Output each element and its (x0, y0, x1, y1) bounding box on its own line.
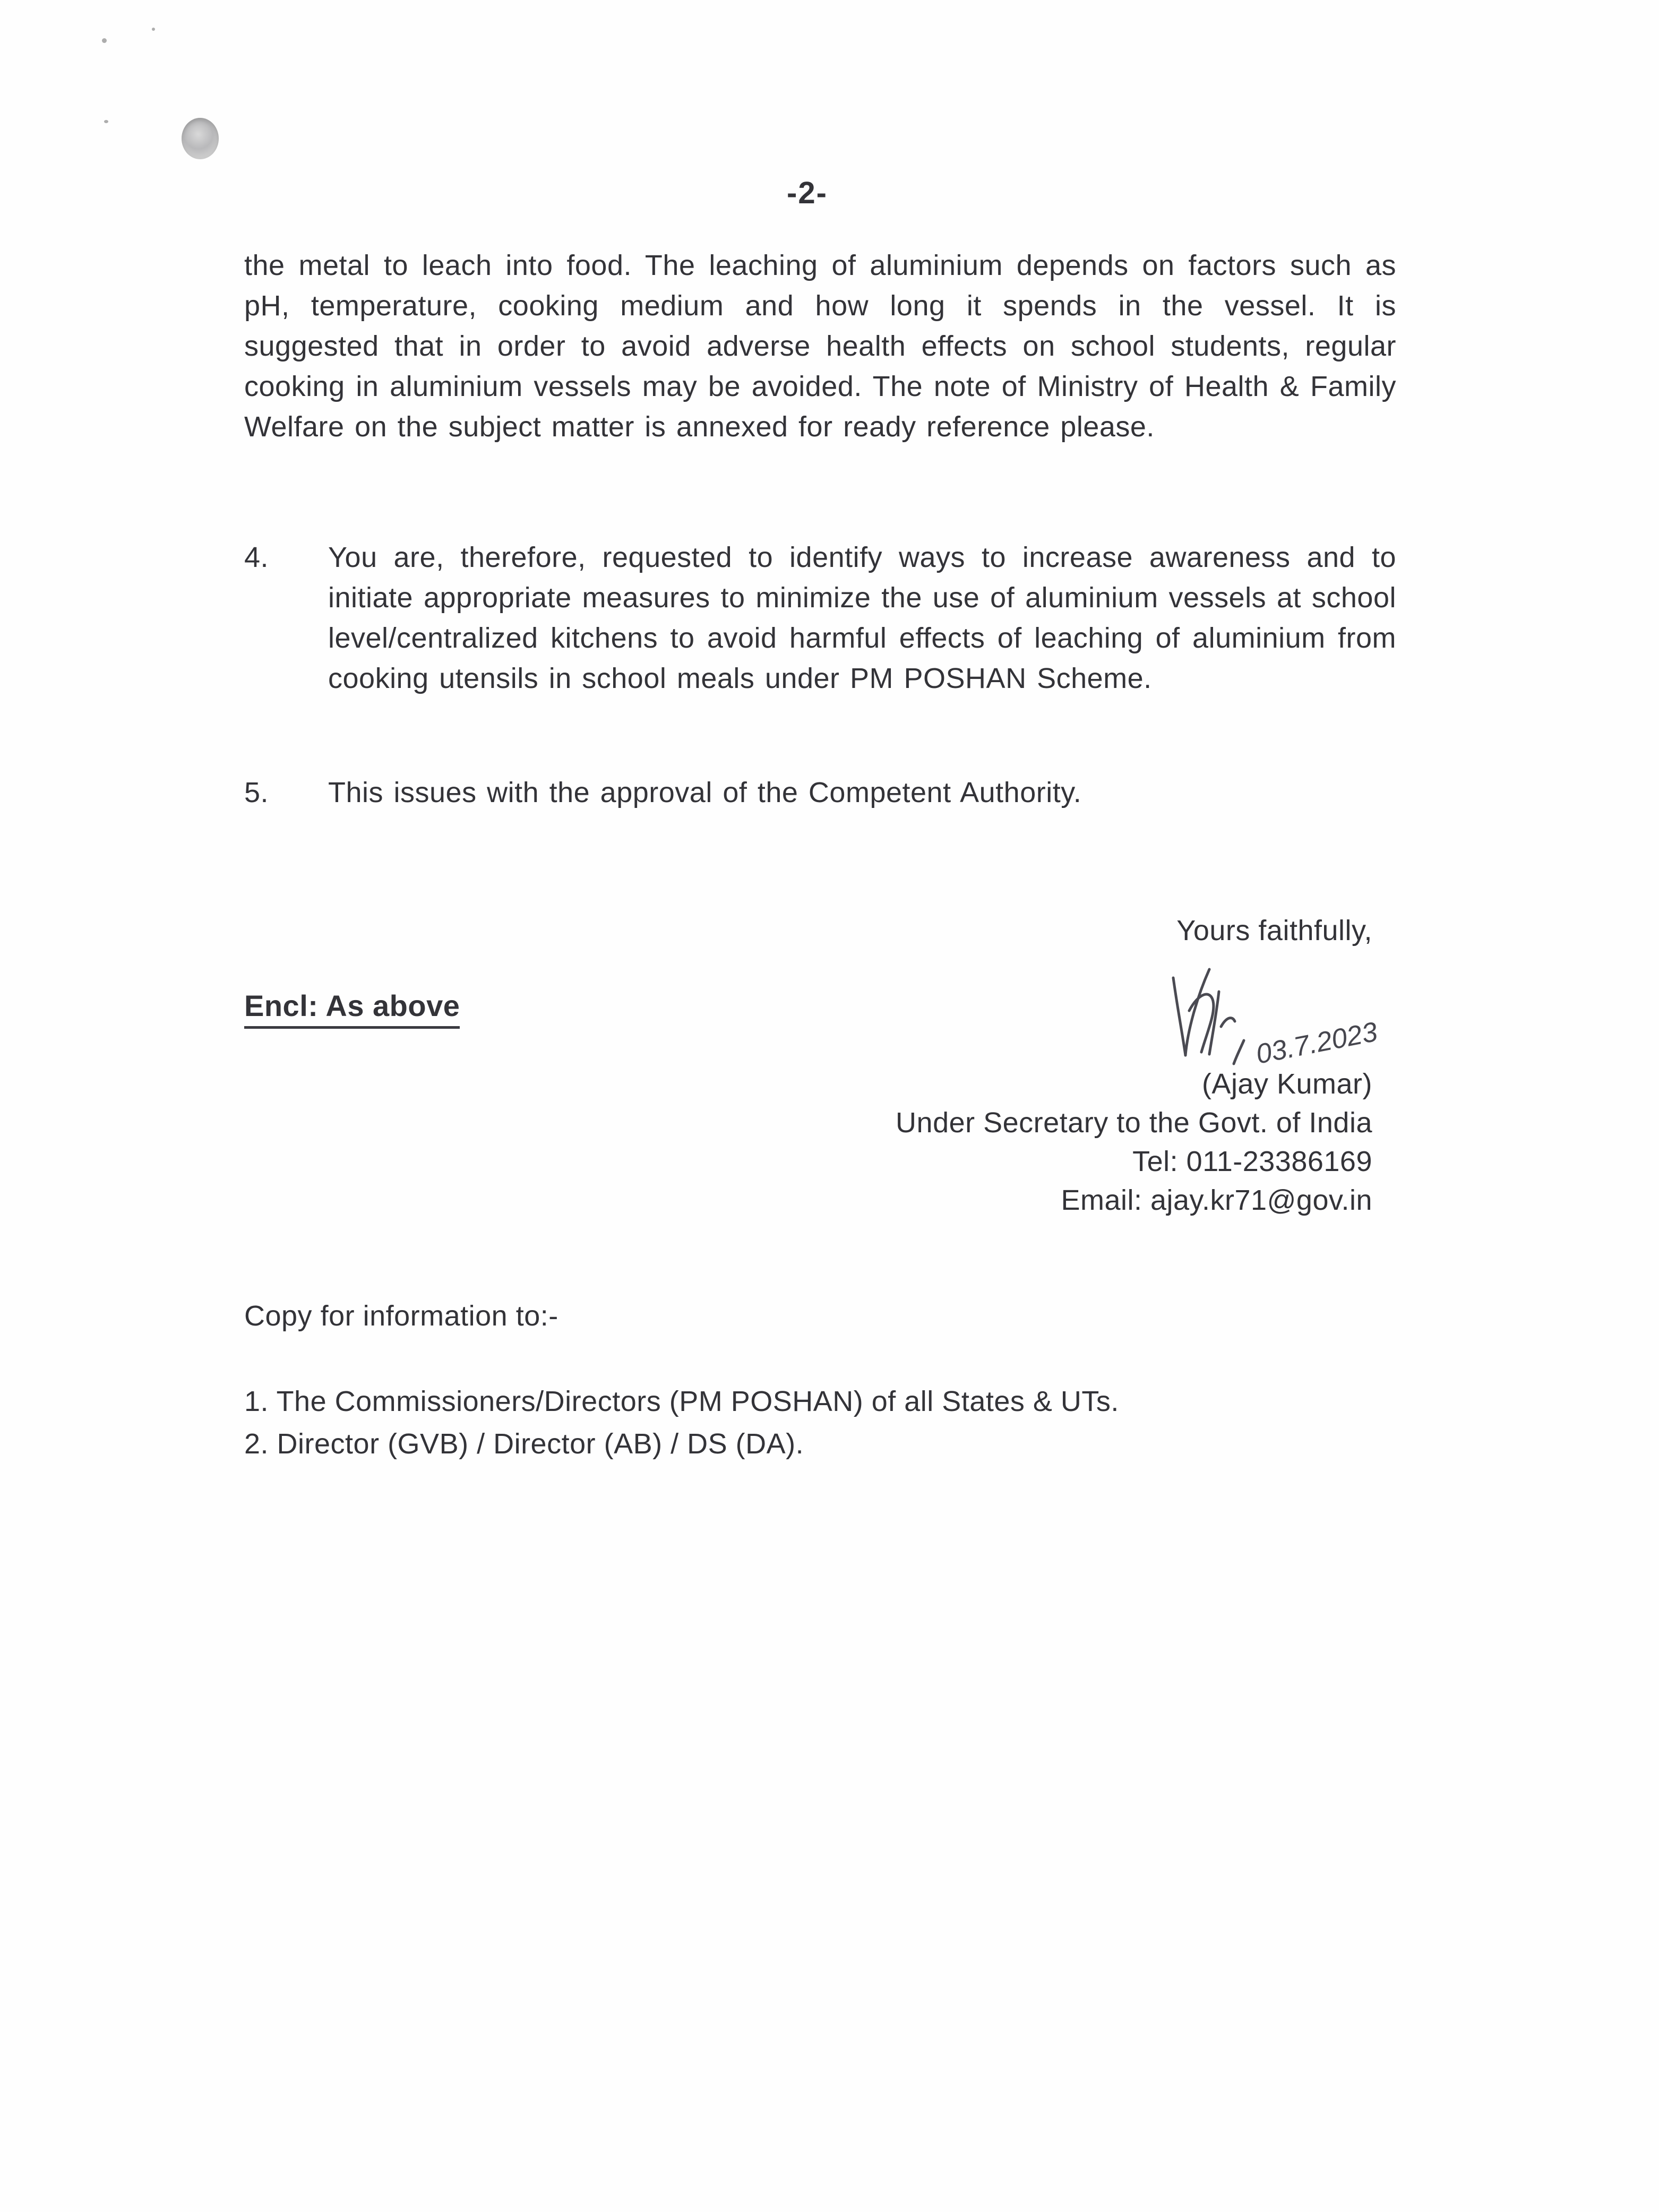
scan-speck (102, 38, 107, 43)
copy-recipient-1: 1. The Commissioners/Directors (PM POSHAN) of all States & UTs. (244, 1385, 1119, 1417)
valediction: Yours faithfully, (1176, 915, 1372, 946)
paragraph-5-number: 5. (244, 777, 269, 808)
copy-recipient-2: 2. Director (GVB) / Director (AB) / DS (DA). (244, 1428, 804, 1460)
signature-date: 03.7.2023 (1253, 1016, 1380, 1070)
signatory-email: Email: ajay.kr71@gov.in (1061, 1184, 1372, 1216)
handwritten-signature (1136, 962, 1465, 1079)
signatory-title: Under Secretary to the Govt. of India (896, 1107, 1372, 1139)
signatory-telephone: Tel: 011-23386169 (1132, 1146, 1372, 1177)
enclosure-note: Encl: As above (244, 988, 460, 1029)
paragraph-4 (244, 537, 1396, 699)
punch-hole-mark (182, 118, 219, 159)
signatory-block (735, 1065, 1372, 1220)
copy-section-heading: Copy for information to:- (244, 1300, 558, 1332)
signatory-name: (Ajay Kumar) (1201, 1068, 1372, 1100)
paragraph-4-text: You are, therefore, requested to identify ways to increase awareness and to initiate appropriate measures to minimize the use of aluminium vessels at school level/centralized kitchens to avoid harmful effects of leaching of aluminium from cooking utensils in school meals under PM POSHAN Scheme. (328, 541, 1396, 694)
page-number: -2- (787, 176, 828, 210)
paragraph-5 (244, 772, 1396, 813)
copy-recipient-list (244, 1380, 1412, 1465)
signature-scrawl-icon (1136, 962, 1465, 1079)
paragraph-5-text: This issues with the approval of the Competent Authority. (328, 777, 1082, 808)
paragraph-continuation: the metal to leach into food. The leaching of aluminium depends on factors such as pH, temperature, cooking medium and how long it spends in the vessel. It is suggested that in order to avoid adverse health effects on school students, regular cooking in aluminium vessels may be avoided. The note of Ministry of Health & Family Welfare on the subject matter is annexed for ready reference please. (244, 249, 1396, 443)
paragraph-4-number: 4. (244, 541, 269, 573)
scan-speck (104, 120, 108, 123)
scan-speck (152, 28, 155, 31)
